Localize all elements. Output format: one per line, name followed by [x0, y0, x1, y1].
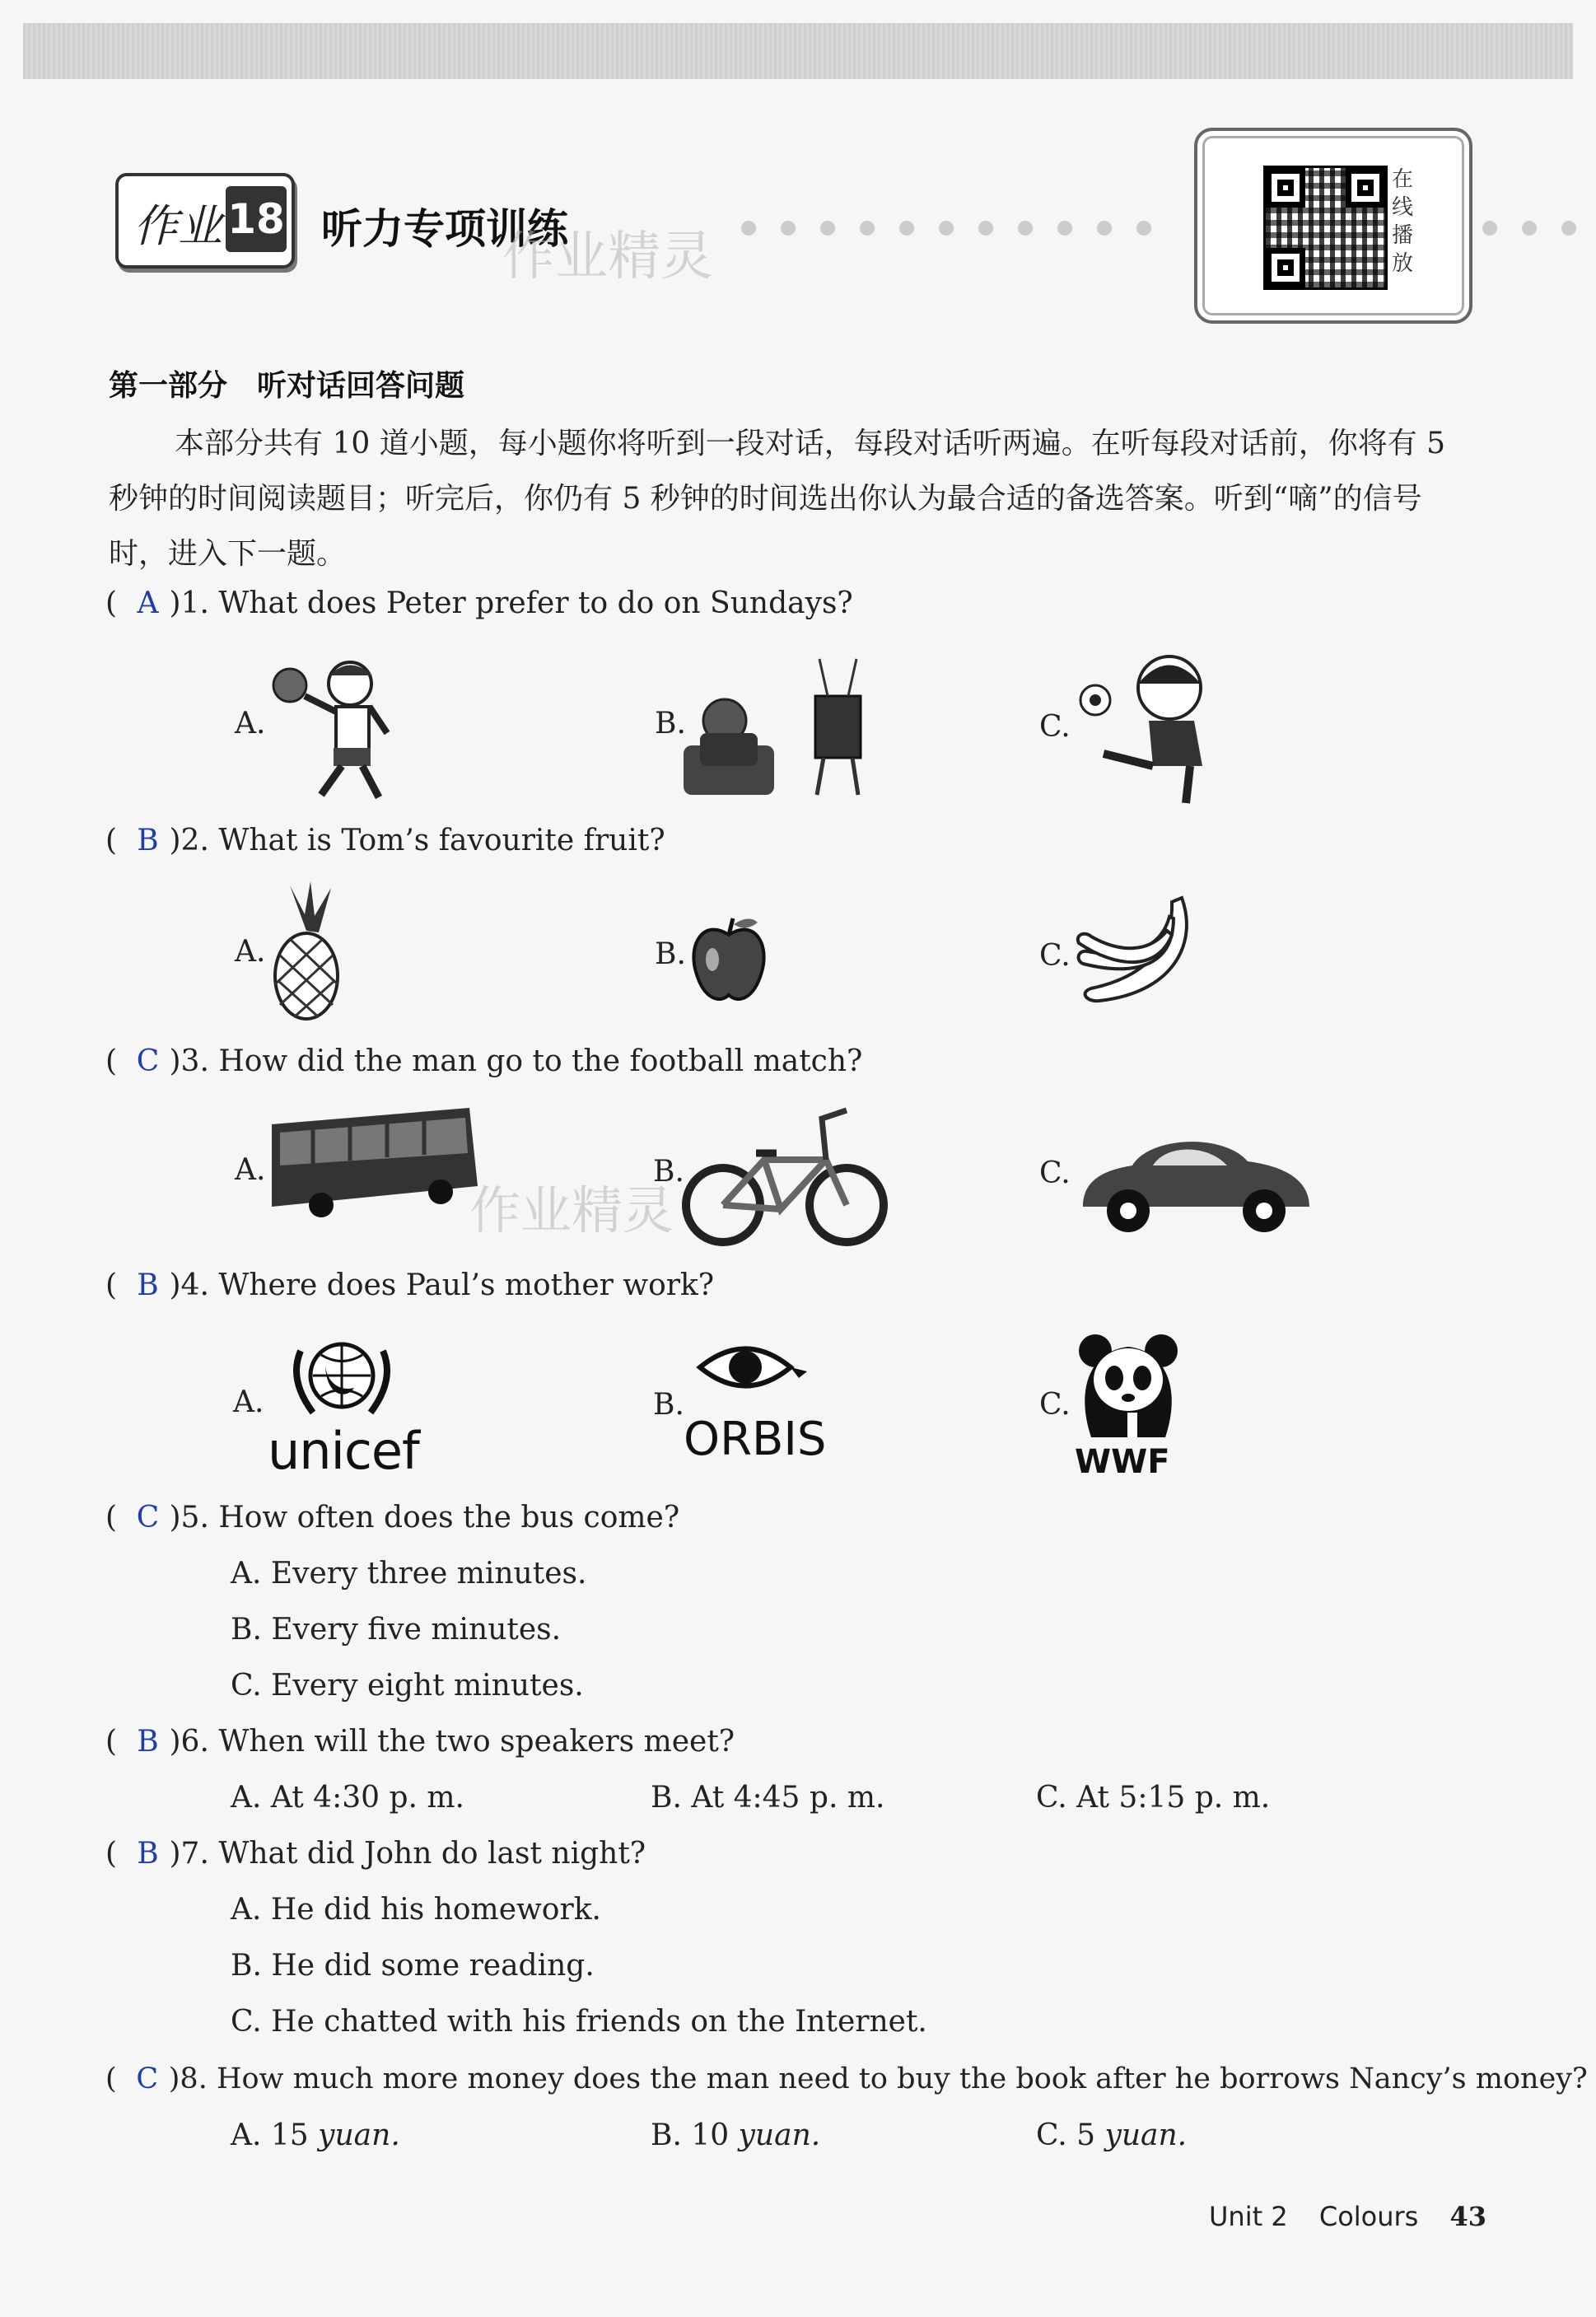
answer-6: B [137, 1725, 159, 1759]
question-4: ( B )4. Where does Paul’s mother work? [105, 1268, 715, 1302]
option-4b: B. [653, 1388, 684, 1422]
option-7a: A. He did his homework. [231, 1893, 601, 1927]
page-footer [1209, 2201, 1486, 2232]
section-instructions: 本部分共有 10 道小题，每小题你将听到一段对话，每段对话听两遍。在听每段对话前，你将有 5 秒钟的时间阅读题目；听完后，你仍有 5 秒钟的时间选出你认为最合适的备选答案。听到“嘀”的信号时，进入下一题。 [109, 427, 1446, 571]
option-5c: C. Every eight minutes. [231, 1669, 584, 1703]
qr-label: 在 线 播 放 [1392, 167, 1414, 276]
answer-2: B [137, 824, 159, 857]
footer-unit: Unit 2 [1209, 2201, 1288, 2232]
question-5: ( C )5. How often does the bus come? [105, 1501, 680, 1535]
option-1a: A. [235, 707, 266, 740]
banana-icon [1075, 894, 1206, 1017]
option-6b: B. At 4:45 p. m. [651, 1781, 885, 1815]
option-8b: B. 10 yuan. [651, 2118, 821, 2152]
dot-divider [741, 221, 1151, 237]
unicef-emblem-icon [280, 1330, 404, 1425]
unicef-logo: unicef [268, 1421, 419, 1481]
option-5a: A. Every three minutes. [231, 1557, 587, 1591]
answer-1: A [137, 586, 159, 620]
basketball-player-icon [272, 651, 412, 803]
question-2: ( B )2. What is Tom’s favourite fruit? [105, 824, 665, 857]
question-6: ( B )6. When will the two speakers meet? [105, 1725, 735, 1759]
option-3c: C. [1039, 1156, 1071, 1190]
watching-tv-icon [684, 655, 873, 803]
option-7c: C. He chatted with his friends on the Internet. [231, 2005, 927, 2039]
option-2b: B. [655, 937, 686, 971]
pineapple-icon [265, 881, 348, 1021]
answer-3: C [136, 1044, 160, 1078]
option-3a: A. [235, 1153, 266, 1187]
option-1c: C. [1039, 710, 1071, 744]
option-2a: A. [235, 935, 266, 969]
badge-number: 18 [226, 186, 287, 252]
section-title: 第一部分 听对话回答问题 [109, 369, 465, 403]
panda-icon [1075, 1330, 1182, 1441]
option-6c: C. At 5:15 p. m. [1036, 1781, 1271, 1815]
question-1: ( A )1. What does Peter prefer to do on Sundays? [105, 586, 853, 620]
answer-7: B [137, 1837, 159, 1871]
watermark-2: 作业精灵 [469, 1180, 674, 1240]
option-3b: B. [653, 1155, 684, 1189]
option-2c: C. [1039, 939, 1071, 973]
watermark: 作业精灵 [502, 227, 713, 287]
option-5b: B. Every five minutes. [231, 1613, 562, 1647]
page-number: 43 [1449, 2201, 1487, 2232]
apple-icon [688, 914, 770, 1005]
qr-code[interactable] [1263, 166, 1388, 290]
option-6a: A. At 4:30 p. m. [231, 1781, 464, 1815]
answer-4: B [137, 1268, 159, 1302]
orbis-logo: ORBIS [684, 1413, 827, 1466]
option-1b: B. [655, 707, 686, 740]
answer-8: C [136, 2062, 159, 2095]
option-8c: C. 5 yuan. [1036, 2118, 1188, 2152]
answer-5: C [136, 1501, 160, 1535]
dot-divider-right [1482, 221, 1576, 237]
qr-code-panel[interactable] [1194, 128, 1472, 324]
bus-icon [272, 1108, 482, 1219]
footer-topic: Colours [1318, 2201, 1419, 2232]
wwf-logo: WWF [1075, 1443, 1170, 1481]
orbis-eye-icon [696, 1338, 811, 1396]
bicycle-icon [682, 1102, 888, 1250]
option-4a: A. [233, 1385, 264, 1419]
question-8: ( C )8. How much more money does the man need to buy the book after he borrows Nancy’s money? [105, 2062, 1588, 2095]
option-8a: A. 15 yuan. [231, 2118, 400, 2152]
option-4c: C. [1039, 1388, 1071, 1422]
badge-text: 作业 [133, 200, 222, 252]
page-title: 听力专项训练 [321, 205, 568, 253]
assignment-badge [115, 173, 295, 269]
car-icon [1075, 1128, 1314, 1236]
question-3: ( C )3. How did the man go to the football match? [105, 1044, 863, 1078]
football-player-icon [1071, 651, 1227, 807]
top-scan-bar [23, 23, 1573, 79]
option-7b: B. He did some reading. [231, 1949, 595, 1983]
question-7: ( B )7. What did John do last night? [105, 1837, 646, 1871]
